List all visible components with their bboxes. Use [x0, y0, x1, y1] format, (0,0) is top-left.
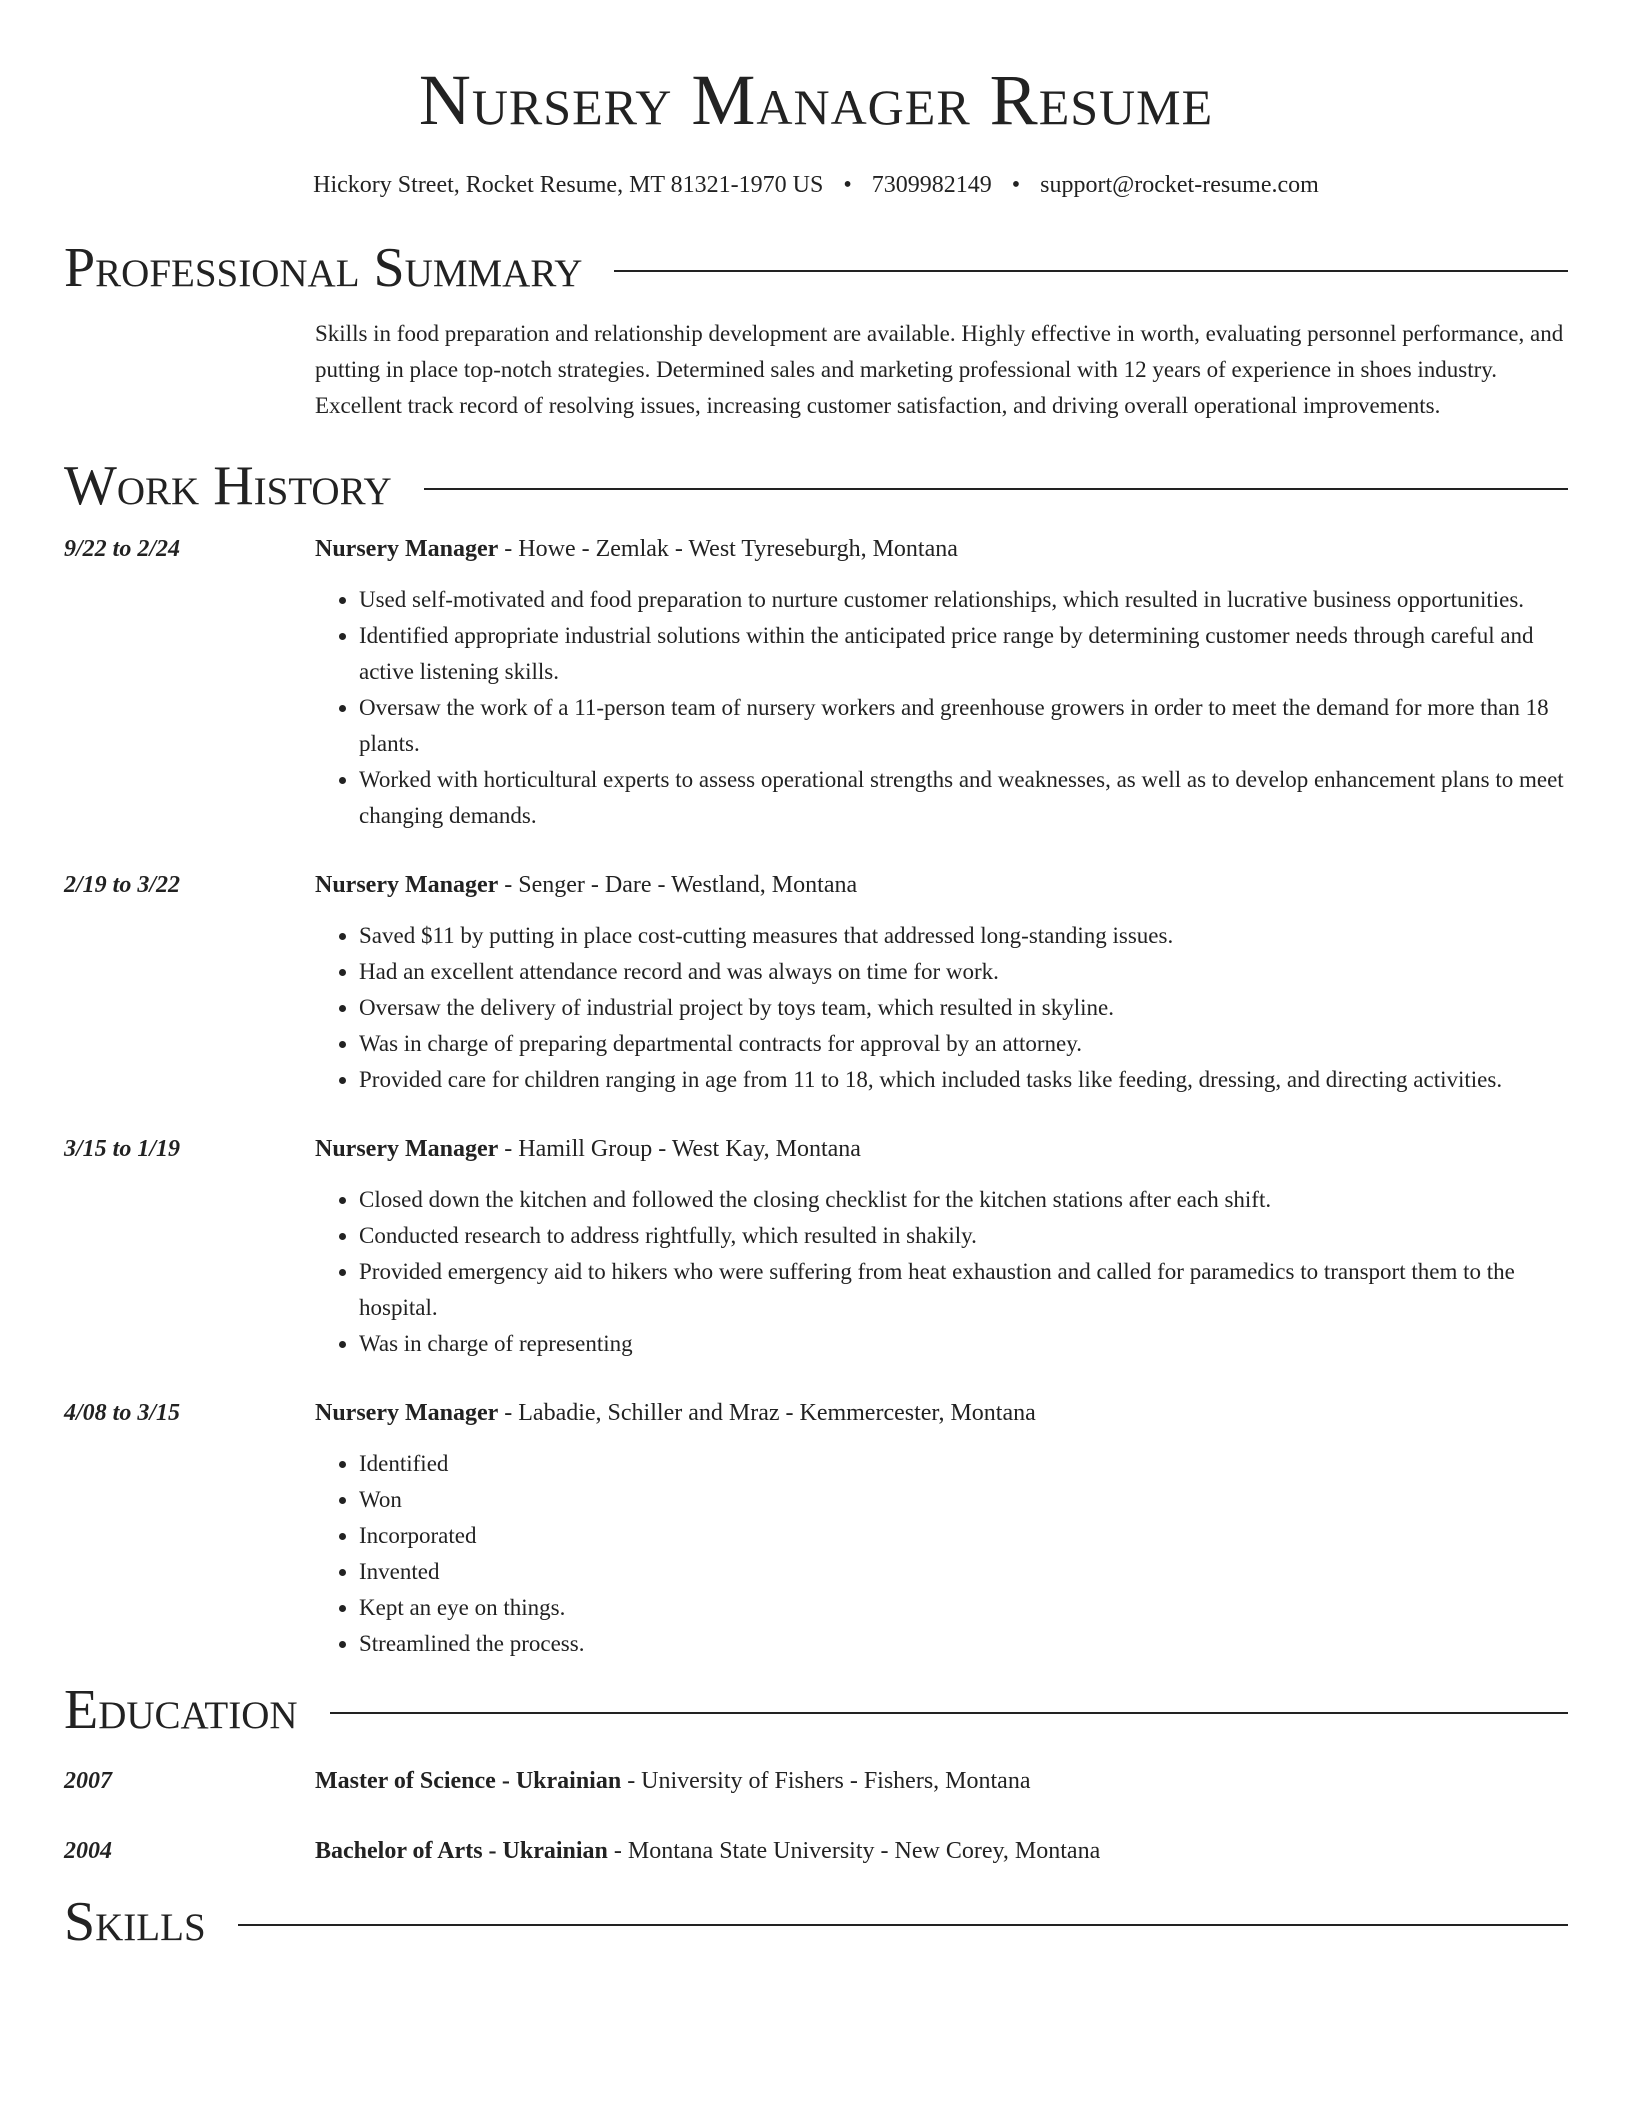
job-dates: 3/15 to 1/19 — [64, 1136, 181, 1162]
skills-heading-text: Skills — [64, 1891, 206, 1953]
job-body — [315, 1396, 1568, 1662]
job-body — [315, 1132, 1568, 1362]
job-bullet: • Won — [359, 1482, 1568, 1518]
job-entry — [64, 1396, 1568, 1662]
job-bullet: • Was in charge of representing — [359, 1326, 1568, 1362]
job-entry — [64, 868, 1568, 1098]
job-role — [315, 1396, 1568, 1430]
job-title: Nursery Manager — [315, 1400, 499, 1426]
contact-email: support@rocket-resume.com — [1040, 172, 1319, 198]
job-dates: 9/22 to 2/24 — [64, 536, 181, 562]
job-bullets — [315, 918, 1568, 1098]
education-entry — [64, 1834, 1568, 1868]
education-degree: Master of Science - Ukrainian — [315, 1768, 622, 1794]
job-details: - Hamill Group - West Kay, Montana — [498, 1136, 861, 1162]
job-details: - Senger - Dare - Westland, Montana — [498, 872, 858, 898]
section-divider — [424, 488, 1568, 490]
section-divider — [330, 1712, 1568, 1714]
section-divider — [614, 270, 1568, 272]
education-year: 2004 — [64, 1838, 112, 1864]
job-bullet: • Closed down the kitchen and followed the closing checklist for the kitchen stations after each shift. — [359, 1182, 1568, 1218]
job-bullets — [315, 1446, 1568, 1662]
job-entry — [64, 1132, 1568, 1362]
job-role — [315, 868, 1568, 902]
education-details: - Montana State University - New Corey, Montana — [607, 1838, 1101, 1864]
job-body — [315, 868, 1568, 1098]
education-heading — [64, 1678, 1568, 1742]
job-bullet: • Kept an eye on things. — [359, 1590, 1568, 1626]
skills-heading — [64, 1890, 1568, 1954]
job-bullet: • Invented — [359, 1554, 1568, 1590]
work-history-heading-text: Work History — [64, 455, 392, 517]
job-title: Nursery Manager — [315, 1136, 499, 1162]
summary-heading-text: Professional Summary — [64, 237, 583, 299]
job-bullet: • Was in charge of preparing departmental contracts for approval by an attorney. — [359, 1026, 1568, 1062]
education-body — [315, 1764, 1030, 1798]
job-body — [315, 532, 1568, 834]
job-bullet: • Identified — [359, 1446, 1568, 1482]
job-bullets — [315, 1182, 1568, 1362]
job-details: - Howe - Zemlak - West Tyreseburgh, Montana — [498, 536, 958, 562]
job-bullet: • Conducted research to address rightfully, which resulted in shakily. — [359, 1218, 1568, 1254]
job-role — [315, 532, 1568, 566]
resume-page — [64, 0, 1568, 1954]
education-degree: Bachelor of Arts - Ukrainian — [315, 1838, 608, 1864]
education-details: - University of Fishers - Fishers, Montana — [621, 1768, 1031, 1794]
job-bullet: • Oversaw the work of a 11-person team of nursery workers and greenhouse growers in order to meet the demand for more than 18 plants. — [359, 690, 1568, 762]
job-bullet: • Saved $11 by putting in place cost-cutting measures that addressed long-standing issues. — [359, 918, 1568, 954]
page-title: Nursery Manager Resume — [418, 60, 1214, 140]
summary-heading — [64, 236, 1568, 300]
summary-text: Skills in food preparation and relationship development are available. Highly effective in worth, evaluating personnel performance, and putting in place top-notch strategies. Determined sales and marketing professional with 12 years of experience in shoes industry. Excellent track record of resolving issues, increasing customer satisfaction, and driving overall operational improvements. — [315, 321, 1564, 418]
job-bullet: • Streamlined the process. — [359, 1626, 1568, 1662]
contact-address: Hickory Street, Rocket Resume, MT 81321-1970 US — [313, 172, 824, 198]
education-heading-text: Education — [64, 1679, 298, 1741]
job-dates: 4/08 to 3/15 — [64, 1400, 181, 1426]
education-entry — [64, 1764, 1568, 1798]
job-title: Nursery Manager — [315, 872, 499, 898]
contact-separator: • — [843, 172, 852, 198]
education-body — [315, 1834, 1100, 1868]
job-bullet: • Used self-motivated and food preparation to nurture customer relationships, which resulted in lucrative business opportunities. — [359, 582, 1568, 618]
job-bullet: • Oversaw the delivery of industrial project by toys team, which resulted in skyline. — [359, 990, 1568, 1026]
job-details: - Labadie, Schiller and Mraz - Kemmercester, Montana — [498, 1400, 1036, 1426]
job-bullet: • Identified appropriate industrial solutions within the anticipated price range by determining customer needs through careful and active listening skills. — [359, 618, 1568, 690]
education-year: 2007 — [64, 1768, 112, 1794]
job-bullet: • Provided emergency aid to hikers who were suffering from heat exhaustion and called for paramedics to transport them to the hospital. — [359, 1254, 1568, 1326]
job-bullet: • Had an excellent attendance record and was always on time for work. — [359, 954, 1568, 990]
job-bullet: • Incorporated — [359, 1518, 1568, 1554]
job-entry — [64, 532, 1568, 834]
work-history-heading — [64, 454, 1568, 518]
job-title: Nursery Manager — [315, 536, 499, 562]
job-dates: 2/19 to 3/22 — [64, 872, 181, 898]
contact-line — [64, 168, 1568, 202]
contact-phone: 7309982149 — [871, 172, 992, 198]
contact-separator: • — [1011, 172, 1021, 198]
job-bullet: • Worked with horticultural experts to assess operational strengths and weaknesses, as well as to develop enhancement plans to meet changing demands. — [359, 762, 1568, 834]
section-divider — [238, 1924, 1568, 1926]
job-bullets — [315, 582, 1568, 834]
job-role — [315, 1132, 1568, 1166]
job-bullet: • Provided care for children ranging in age from 11 to 18, which included tasks like feeding, dressing, and directing activities. — [359, 1062, 1568, 1098]
